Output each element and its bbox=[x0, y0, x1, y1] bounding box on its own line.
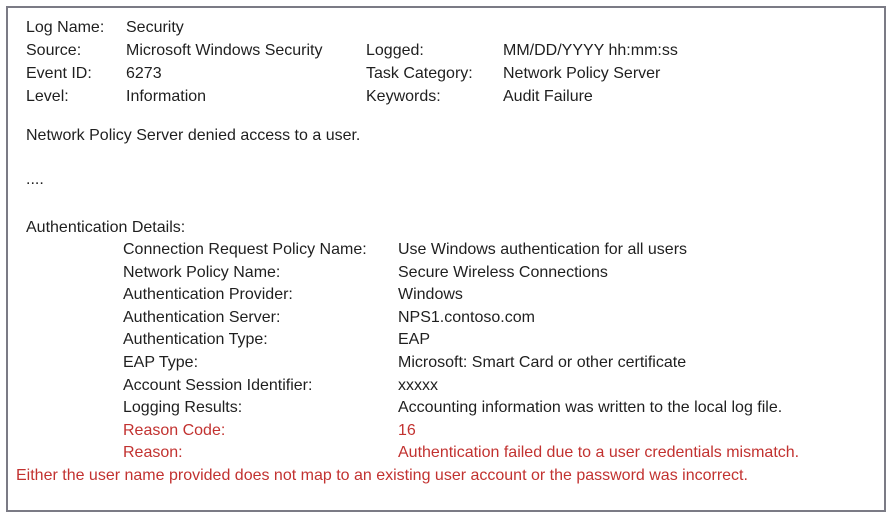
detail-value: Accounting information was written to the local log file. bbox=[398, 399, 783, 417]
detail-row-network-policy-name bbox=[26, 262, 884, 285]
field-value: 6273 bbox=[126, 65, 162, 82]
detail-row-eap-type bbox=[26, 352, 884, 375]
detail-value: Microsoft: Smart Card or other certificate bbox=[398, 353, 687, 371]
field-value: Security bbox=[126, 19, 184, 36]
field-value: Audit Failure bbox=[503, 88, 593, 105]
field-label: Task Category: bbox=[366, 65, 473, 82]
detail-row-authentication-server bbox=[26, 307, 884, 330]
detail-label: Authentication Server: bbox=[123, 308, 281, 326]
field-value: Microsoft Windows Security bbox=[126, 42, 323, 59]
detail-label: Authentication Provider: bbox=[123, 286, 293, 304]
detail-label: Logging Results: bbox=[123, 399, 243, 417]
ellipsis-text: .... bbox=[26, 171, 44, 188]
detail-value: xxxxx bbox=[398, 376, 438, 394]
event-log-content bbox=[8, 8, 884, 488]
detail-value: EAP bbox=[398, 331, 431, 349]
detail-label: Reason Code: bbox=[123, 421, 226, 439]
event-header bbox=[26, 16, 884, 108]
field-label bbox=[366, 16, 503, 39]
detail-value: Windows bbox=[398, 286, 463, 304]
header-row-source-logged bbox=[26, 39, 884, 62]
header-row-eventid-taskcategory bbox=[26, 62, 884, 85]
detail-label: EAP Type: bbox=[123, 353, 199, 371]
authentication-details-list bbox=[26, 239, 884, 465]
detail-label: Authentication Type: bbox=[123, 331, 268, 349]
event-description: Network Policy Server denied access to a user. bbox=[26, 127, 361, 144]
field-label: Source: bbox=[26, 42, 82, 59]
detail-label: Network Policy Name: bbox=[123, 263, 281, 281]
authentication-details-title: Authentication Details: bbox=[26, 219, 186, 236]
detail-row-reason bbox=[26, 442, 884, 465]
field-label: Logged: bbox=[366, 42, 424, 59]
detail-row-connection-request-policy bbox=[26, 239, 884, 262]
detail-row-authentication-type bbox=[26, 329, 884, 352]
field-value bbox=[503, 16, 884, 39]
field-value: MM/DD/YYYY hh:mm:ss bbox=[503, 42, 678, 59]
field-value: Information bbox=[126, 88, 207, 105]
detail-row-account-session-identifier bbox=[26, 375, 884, 398]
detail-label: Reason: bbox=[123, 444, 183, 462]
field-label: Event ID: bbox=[26, 65, 92, 82]
field-label: Log Name: bbox=[26, 19, 105, 36]
detail-value: Secure Wireless Connections bbox=[398, 263, 608, 281]
detail-label: Connection Request Policy Name: bbox=[123, 241, 367, 258]
detail-value: Authentication failed due to a user credentials mismatch. bbox=[398, 444, 800, 462]
detail-value: 16 bbox=[398, 421, 416, 439]
detail-label: Account Session Identifier: bbox=[123, 376, 313, 394]
header-row-log-name bbox=[26, 16, 884, 39]
detail-row-logging-results bbox=[26, 397, 884, 420]
field-value: Network Policy Server bbox=[503, 65, 661, 82]
field-label: Keywords: bbox=[366, 88, 441, 105]
header-row-level-keywords bbox=[26, 85, 884, 108]
detail-row-authentication-provider bbox=[26, 284, 884, 307]
detail-value: Use Windows authentication for all users bbox=[398, 241, 688, 258]
reason-explanation-text: Either the user name provided does not map to an existing user account or the password was incorrect. bbox=[16, 466, 748, 484]
event-log-panel bbox=[6, 6, 886, 512]
detail-value: NPS1.contoso.com bbox=[398, 308, 535, 326]
field-label: Level: bbox=[26, 88, 69, 105]
detail-row-reason-code bbox=[26, 420, 884, 443]
